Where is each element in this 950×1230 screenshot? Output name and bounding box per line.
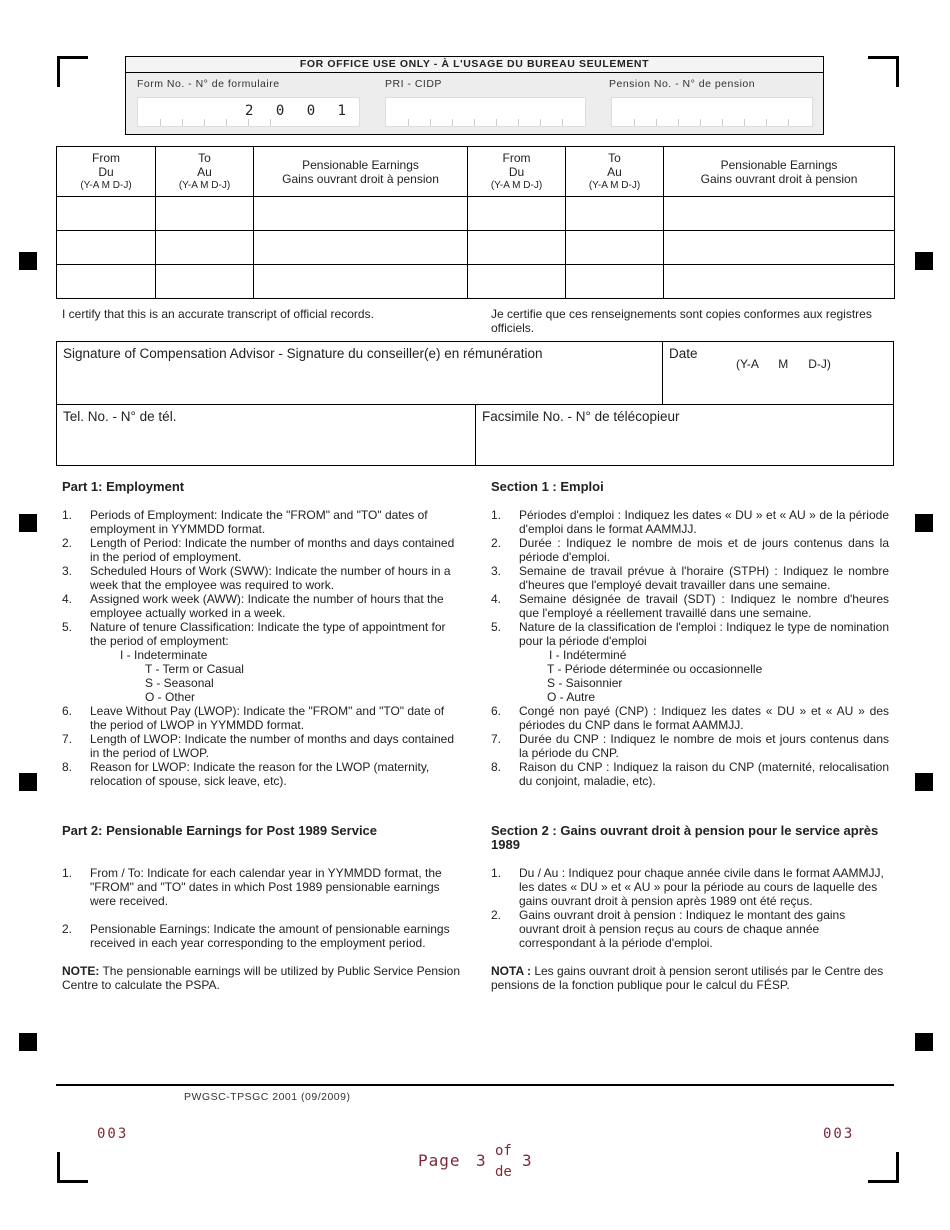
list-item: 7. Durée du CNP : Indiquez le nombre de mois et jours contenus dans la période du CNP.	[491, 732, 889, 760]
date-label: Date	[669, 346, 698, 361]
registration-mark	[915, 514, 933, 532]
table-row	[57, 197, 895, 231]
table-row	[57, 231, 895, 265]
from-cell[interactable]	[57, 197, 156, 231]
pri-field[interactable]	[385, 97, 586, 127]
from-header: From Du (Y-A M D-J)	[57, 147, 156, 197]
list-item: 2. Gains ouvrant droit à pension : Indiquez le montant des gains ouvrant droit à pension reçus au cours de chaque année correspondant à la période d'emploi.	[491, 908, 846, 950]
part2-en	[62, 824, 460, 992]
page-of-fr: de	[495, 1164, 512, 1180]
page-code-left: 003	[97, 1126, 129, 1142]
office-use-title: FOR OFFICE USE ONLY - À L'USAGE DU BUREAU SEULEMENT	[126, 57, 823, 73]
list-item: 2. Durée : Indiquez le nombre de mois et de jours contenus dans la période d'emploi.	[491, 536, 889, 564]
part2-en-note: NOTE: The pensionable earnings will be utilized by Public Service Pension Centre to calculate the PSPA.	[62, 964, 460, 992]
fax-field[interactable]	[477, 428, 892, 464]
list-item: 1. Du / Au : Indiquez pour chaque année civile dans le format AAMMJJ, les dates « DU » et « AU » pour la période au cours de laquelle des gains ouvrant droit à pension après 1989 ont été reçus.	[491, 866, 884, 908]
list-item: 5. Nature of tenure Classification: Indicate the type of appointment for the period of employment: I - Indeterminate T - Term or Casual S - Seasonal O - Other	[62, 620, 446, 704]
from-header: From Du (Y-A M D-J)	[468, 147, 566, 197]
corner-mark-bottom-left	[57, 1152, 88, 1183]
registration-mark	[19, 252, 37, 270]
page-number: 3	[476, 1151, 486, 1170]
part2-en-title: Part 2: Pensionable Earnings for Post 1989 Service	[62, 823, 378, 838]
earnings-cell[interactable]	[664, 265, 895, 299]
part1-en-title: Part 1: Employment	[62, 479, 185, 494]
registration-mark	[915, 773, 933, 791]
list-item: 7. Length of LWOP: Indicate the number of months and days contained in the period of LWOP.	[62, 732, 455, 760]
to-header: To Au (Y-A M D-J)	[156, 147, 254, 197]
from-cell[interactable]	[468, 265, 566, 299]
signature-field[interactable]	[57, 364, 661, 402]
pri-label: PRI - CIDP	[385, 78, 442, 90]
signature-block	[56, 341, 894, 466]
tel-field[interactable]	[57, 428, 474, 464]
part2-fr-note: NOTA : Les gains ouvrant droit à pension seront utilisés par le Centre des pensions de la fonction publique pour le calcul du FÉSP.	[491, 964, 884, 992]
part2-fr-title: Section 2 : Gains ouvrant droit à pension pour le service après 1989	[491, 823, 879, 852]
part2-en-list	[62, 866, 460, 950]
list-item: 3. Semaine de travail prévue à l'horaire (STPH) : Indiquez le nombre d'heures que l'employé devait travailler dans une semaine.	[491, 564, 889, 592]
form-no-label: Form No. - N° de formulaire	[137, 78, 280, 90]
page-total: 3	[522, 1151, 532, 1170]
from-cell[interactable]	[468, 197, 566, 231]
earnings-cell[interactable]	[664, 197, 895, 231]
list-item: 4. Assigned work week (AWW): Indicate the number of hours that the employee actually worked in a week.	[62, 592, 444, 620]
to-cell[interactable]	[566, 231, 664, 265]
corner-mark-top-right	[868, 56, 899, 87]
page-word: Page	[418, 1151, 461, 1170]
list-item: 6. Leave Without Pay (LWOP): Indicate the "FROM" and "TO" date of the period of LWOP in YYMMDD format.	[62, 704, 445, 732]
tel-label: Tel. No. - N° de tél.	[63, 409, 177, 424]
date-format: (Y-A M D-J)	[736, 357, 831, 371]
to-cell[interactable]	[156, 265, 254, 299]
date-field[interactable]	[664, 376, 892, 402]
list-item: 2. Length of Period: Indicate the number of months and days contained in the period of employment.	[62, 536, 455, 564]
part1-fr-title: Section 1 : Emploi	[491, 479, 604, 494]
page-code-right: 003	[823, 1126, 855, 1142]
page-indicator	[418, 1143, 548, 1186]
pension-no-field[interactable]	[611, 97, 813, 127]
earnings-cell[interactable]	[664, 231, 895, 265]
part1-fr	[491, 480, 889, 788]
signature-label: Signature of Compensation Advisor - Signature du conseiller(e) en rémunération	[63, 346, 543, 361]
earnings-cell[interactable]	[254, 265, 468, 299]
part1-en	[62, 480, 460, 788]
part2-fr-list	[491, 866, 889, 950]
list-item: 1. Periods of Employment: Indicate the "FROM" and "TO" dates of employment in YYMMDD format.	[62, 508, 428, 536]
list-item: 5. Nature de la classification de l'emploi : Indiquez le type de nomination pour la période d'emploi I - Indéterminé T - Période déterminée ou occasionnelle S - Saisonnier O - Autre	[491, 620, 889, 704]
earnings-table	[56, 146, 895, 299]
part2-fr	[491, 824, 889, 992]
office-use-box	[125, 56, 824, 135]
list-item: 3. Scheduled Hours of Work (SWW): Indicate the number of hours in a week that the employee was required to work.	[62, 564, 451, 592]
list-item: 1. Périodes d'emploi : Indiquez les dates « DU » et « AU » de la période d'emploi dans le format AAMMJJ.	[491, 508, 889, 536]
to-cell[interactable]	[156, 197, 254, 231]
to-header: To Au (Y-A M D-J)	[566, 147, 664, 197]
corner-mark-top-left	[57, 56, 88, 87]
list-item: 2. Pensionable Earnings: Indicate the amount of pensionable earnings received in each year corresponding to the employment period.	[62, 922, 450, 950]
list-item: 6. Congé non payé (CNP) : Indiquez les dates « DU » et « AU » des périodes du CNP dans le format AAMMJJ.	[491, 704, 889, 732]
registration-mark	[19, 1033, 37, 1051]
certify-fr: Je certifie que ces renseignements sont copies conformes aux registres officiels.	[491, 307, 872, 335]
page-of-en: of	[495, 1143, 512, 1159]
certify-en: I certify that this is an accurate transcript of official records.	[62, 307, 374, 321]
to-cell[interactable]	[566, 197, 664, 231]
footer-rule	[56, 1084, 894, 1086]
list-item: 1. From / To: Indicate for each calendar year in YYMMDD format, the "FROM" and "TO" dates in which Post 1989 pensionable earnings were received.	[62, 866, 442, 908]
earnings-cell[interactable]	[254, 231, 468, 265]
registration-mark	[19, 514, 37, 532]
part1-en-list	[62, 508, 460, 788]
form-code: PWGSC-TPSGC 2001 (09/2009)	[184, 1091, 351, 1103]
registration-mark	[915, 252, 933, 270]
table-header-row	[57, 147, 895, 197]
to-cell[interactable]	[566, 265, 664, 299]
to-cell[interactable]	[156, 231, 254, 265]
form-no-field[interactable]	[137, 97, 360, 127]
pension-no-label: Pension No. - N° de pension	[609, 78, 756, 90]
form-no-value: 2 0 0 1	[244, 103, 353, 119]
part1-fr-list	[491, 508, 889, 788]
table-row	[57, 265, 895, 299]
from-cell[interactable]	[468, 231, 566, 265]
earnings-header: Pensionable Earnings Gains ouvrant droit à pension	[664, 147, 895, 197]
list-item: 8. Reason for LWOP: Indicate the reason for the LWOP (maternity, relocation of spouse, sick leave, etc).	[62, 760, 430, 788]
list-item: 8. Raison du CNP : Indiquez la raison du CNP (maternité, relocalisation du conjoint, maladie, etc).	[491, 760, 889, 788]
from-cell[interactable]	[57, 231, 156, 265]
earnings-cell[interactable]	[254, 197, 468, 231]
earnings-header: Pensionable Earnings Gains ouvrant droit à pension	[254, 147, 468, 197]
registration-mark	[19, 773, 37, 791]
from-cell[interactable]	[57, 265, 156, 299]
corner-mark-bottom-right	[868, 1152, 899, 1183]
registration-mark	[915, 1033, 933, 1051]
list-item: 4. Semaine désignée de travail (SDT) : Indiquez le nombre d'heures que l'employé a réellement travaillé dans une semaine.	[491, 592, 889, 620]
fax-label: Facsimile No. - N° de télécopieur	[482, 409, 680, 424]
